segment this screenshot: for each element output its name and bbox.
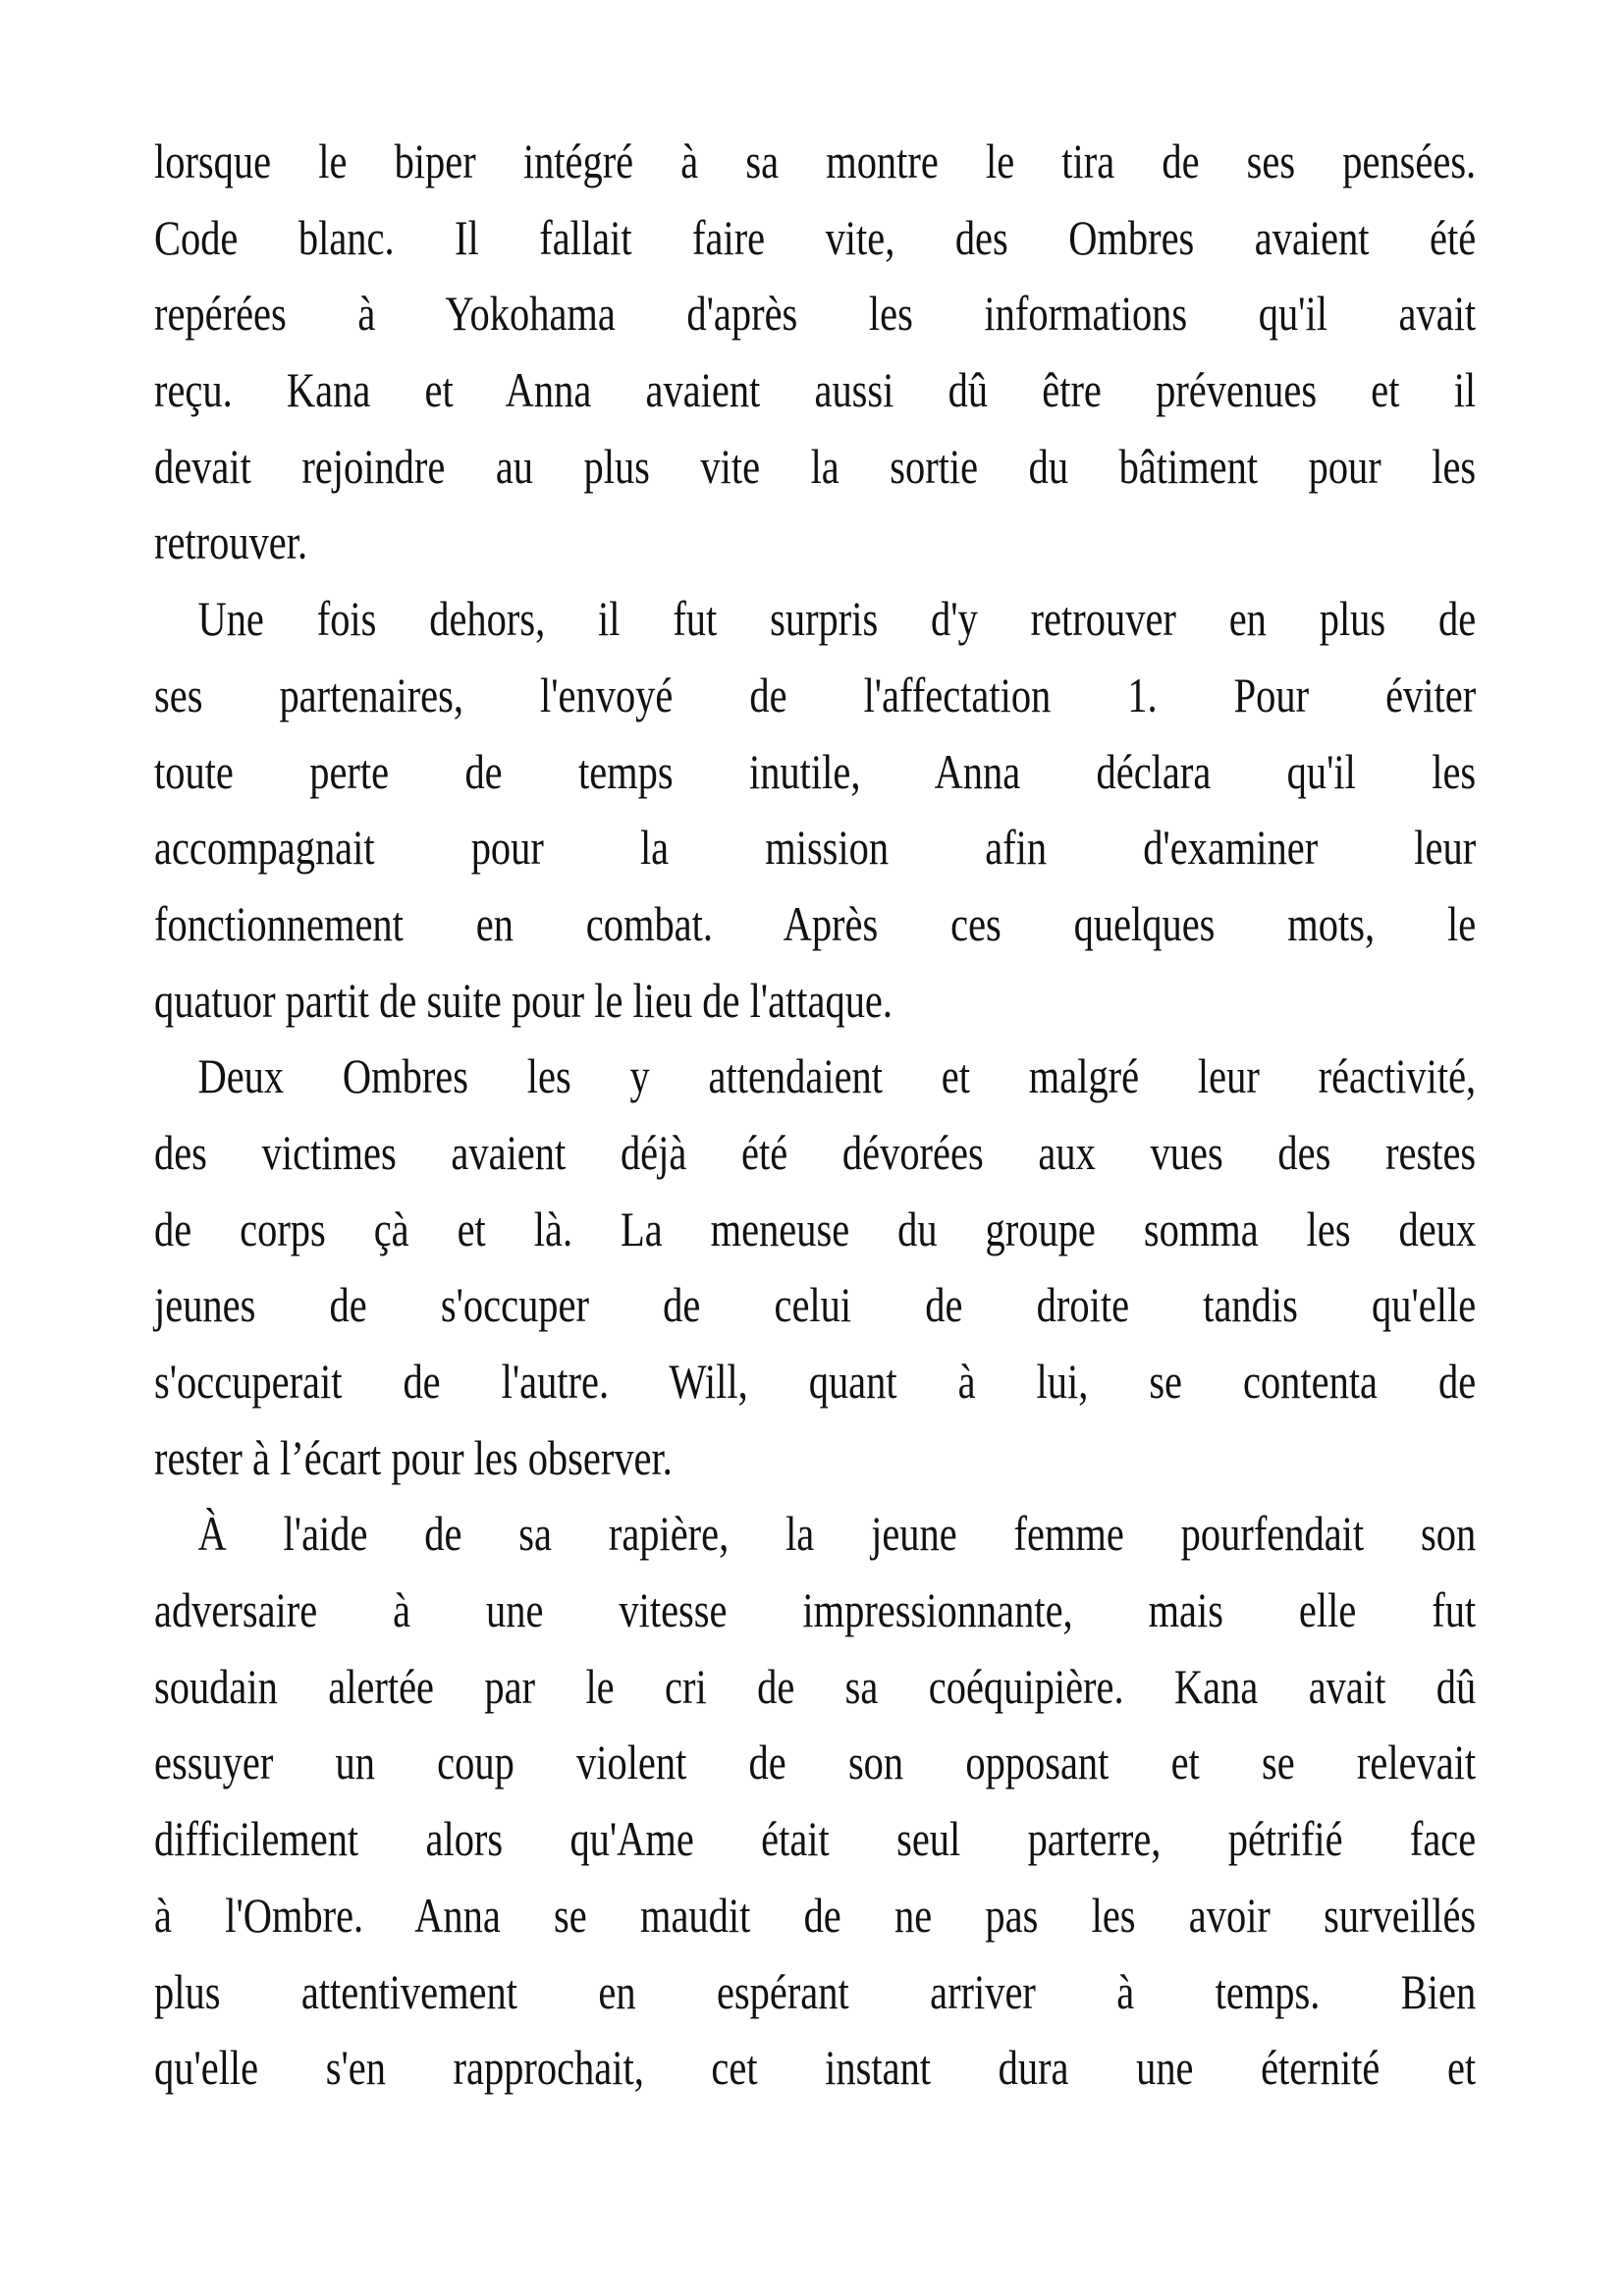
text-line	[154, 512, 1476, 589]
line-text: quatuor partit de suite pour le lieu de l'attaque.	[154, 972, 893, 1028]
text-line	[154, 284, 1476, 360]
line-text: toute perte de temps inutile, Anna déclara qu'il les	[154, 743, 1477, 799]
text-line	[154, 437, 1476, 513]
line-text: devait rejoindre au plus vite la sortie du bâtiment pour les	[154, 438, 1477, 494]
line-text: adversaire à une vitesse impressionnante, mais elle fut	[154, 1582, 1477, 1638]
text-line	[154, 742, 1476, 819]
text-line	[154, 818, 1476, 894]
body-text	[154, 132, 1476, 2114]
text-line	[154, 208, 1476, 285]
text-line	[154, 1962, 1476, 2039]
line-text: Code blanc. Il fallait faire vite, des Ombres avaient été	[154, 209, 1477, 265]
line-text: soudain alertée par le cri de sa coéquipière. Kana avait dû	[154, 1658, 1477, 1714]
text-line	[154, 1886, 1476, 1962]
line-text: des victimes avaient déjà été dévorées aux vues des restes	[154, 1124, 1477, 1180]
text-line	[154, 132, 1476, 208]
text-line	[154, 1657, 1476, 1734]
text-line	[154, 589, 1476, 666]
line-text: s'occuperait de l'autre. Will, quant à lui, se contenta de	[154, 1354, 1477, 1409]
text-line	[154, 1580, 1476, 1657]
text-line	[154, 666, 1476, 742]
line-text: essuyer un coup violent de son opposant et se relevait	[154, 1735, 1477, 1790]
text-line	[154, 1428, 1476, 1505]
line-text: ses partenaires, l'envoyé de l'affectation 1. Pour éviter	[154, 667, 1477, 722]
line-text: retrouver.	[154, 514, 308, 570]
text-line	[154, 1123, 1476, 1200]
text-line	[154, 360, 1476, 437]
line-text: de corps çà et là. La meneuse du groupe somma les deux	[154, 1201, 1477, 1256]
text-line	[154, 1275, 1476, 1352]
text-line	[154, 1200, 1476, 1276]
text-line	[154, 971, 1476, 1047]
text-line	[154, 1352, 1476, 1428]
line-text: fonctionnement en combat. Après ces quelques mots, le	[154, 895, 1477, 951]
line-text: rester à l’écart pour les observer.	[154, 1429, 673, 1485]
line-text: difficilement alors qu'Ame était seul parterre, pétrifié face	[154, 1811, 1477, 1867]
line-text: À l'aide de sa rapière, la jeune femme pourfendait son	[197, 1506, 1477, 1562]
text-line	[154, 2038, 1476, 2114]
text-line	[154, 1046, 1476, 1123]
line-text: jeunes de s'occuper de celui de droite tandis qu'elle	[154, 1277, 1477, 1333]
line-text: Une fois dehors, il fut surpris d'y retrouver en plus de	[197, 591, 1477, 647]
line-text: plus attentivement en espérant arriver à temps. Bien	[154, 1963, 1477, 2019]
line-text: reçu. Kana et Anna avaient aussi dû être prévenues et il	[154, 362, 1477, 418]
line-text: repérées à Yokohama d'après les informations qu'il avait	[154, 286, 1477, 342]
text-line	[154, 1733, 1476, 1809]
text-line	[154, 1504, 1476, 1580]
line-text: qu'elle s'en rapprochait, cet instant dura une éternité et	[154, 2040, 1477, 2096]
line-text: lorsque le biper intégré à sa montre le tira de ses pensées.	[154, 133, 1477, 188]
line-text: accompagnait pour la mission afin d'examiner leur	[154, 820, 1477, 876]
text-line	[154, 894, 1476, 971]
line-text: à l'Ombre. Anna se maudit de ne pas les avoir surveillés	[154, 1887, 1477, 1943]
line-text: Deux Ombres les y attendaient et malgré leur réactivité,	[197, 1048, 1477, 1104]
text-line	[154, 1809, 1476, 1886]
